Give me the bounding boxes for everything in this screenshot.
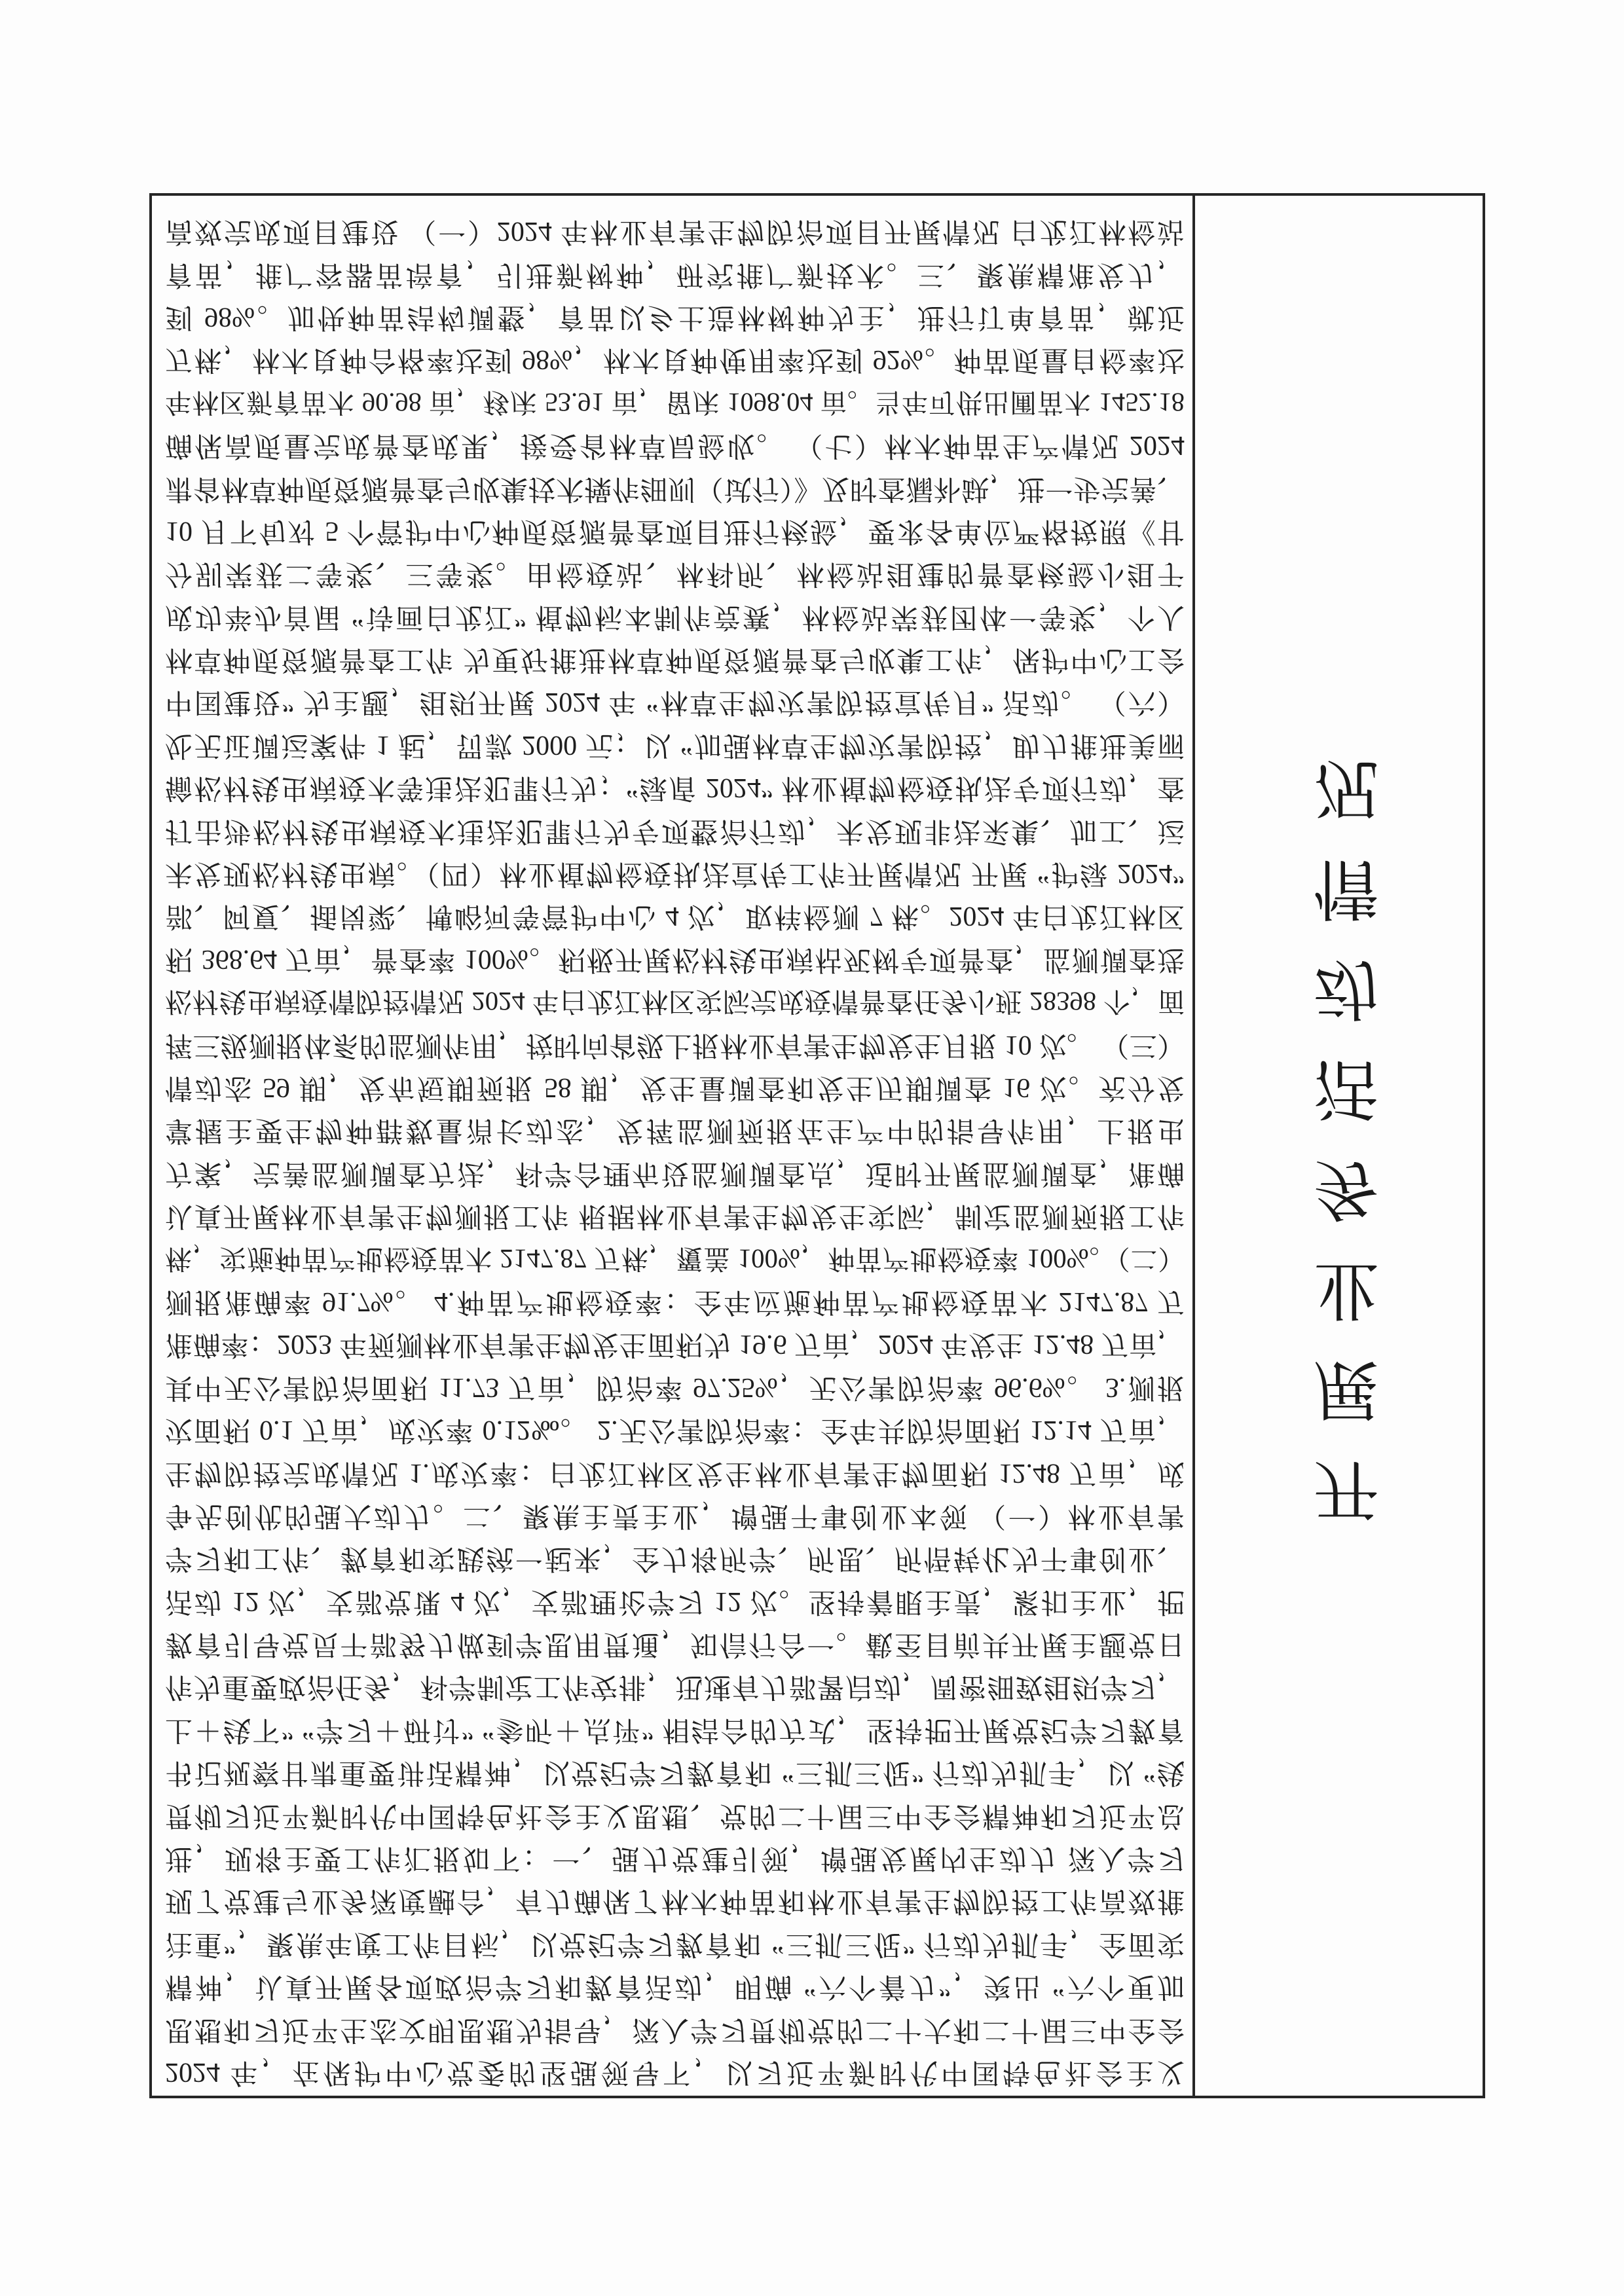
body-text-line: 成功举办首届 “诗画白龙江” 植物标本制作竞赛，林检站荣获团体一等奖，个人 xyxy=(165,601,1185,632)
body-text-line: 肃省林草种质资源普查与收集技术操作细则（试行）》及时查漏补缺，进一步完善、 xyxy=(165,473,1185,503)
body-text-line: 进，现将主要工作汇报如下：一、强力党建引领，增强发展内生动力 深入学习 xyxy=(165,1843,1185,1874)
body-text-line: 注重”，聚焦年度工作目标，以党纪学习教育和 “三抓三促” 行动为抓手，全面实 xyxy=(165,1928,1185,1959)
body-text-line: 教育引导党员干部努力做到学思用贯通，知信行合一。截至目前共开展主题党日 xyxy=(165,1629,1185,1660)
body-text-line: 争先创优的强大动力。二、聚焦主责主业，增强干事创业本领 （一）林业有害 xyxy=(165,1500,1185,1531)
body-text-line: 活动 12 次，支部党课 4 次，支部理论学习 12 次。坚持着眼主责，紧扣主业，把 xyxy=(165,1586,1185,1616)
body-text-line: 2024 年，在保护中心党委的坚强领导下，以习近平新时代中国特色社会主义 xyxy=(165,2057,1185,2087)
body-text-line: 情动态 59 期，发布短期预报 58 期，发生量调查和发生历期调查 16 次。充分发 xyxy=(165,1072,1185,1103)
body-text-line: 确保高质量完成普查成果，接受省林草局验收。 （七）林木种苗生产情况 2024 xyxy=(165,430,1185,461)
body-text-line: 上＋线下” “学习＋研讨” “参听＋点评” 相结合的方式，坚持把开展党纪学习教育 xyxy=(165,1714,1185,1745)
body-text-line: 认真开展林业有害生物测报工作 根据林业有害生物发生实际，制定监测预报工作 xyxy=(165,1201,1185,1231)
body-text-line: 准确率：2023 年预测林业有害生物发生面积为 19.6 万亩，2024 年发生 12.48 万亩， xyxy=(165,1329,1185,1360)
body-text-line: 学习和工作、教育和实践统一起来，全力将所学、所思、所悟转化为干事创业、 xyxy=(165,1543,1185,1574)
body-text-line: 未发现松材线虫病。（四）林业植物检疫执法宣传工作开展情况 开展 “护绿 2024” xyxy=(165,858,1185,889)
body-text-line: 松材线虫病疫情防控情况 2024 年白龙江林区实际完成疫情普查任务小班 28398 个，面 xyxy=(165,987,1185,1017)
body-text-line: 掌握主要生物种群数量消长动态，发挥监测预报在生产中的指导作用，上报虫 xyxy=(165,1115,1185,1146)
body-text-line: 10 月下旬对 5 个管护中心种质资源普查项目进行核验，要求各单位严格按照《甘 xyxy=(165,515,1185,546)
body-text-line: 到 98%。加快种苗结构调整，育苗以乡土造林树种为主，进行订单育苗，就近 xyxy=(165,301,1185,332)
body-text-line: 精神，认真开展各项政治学习和教育活动，明确 “六个着力”，突出 “六个更加 xyxy=(165,1971,1185,2002)
body-text-line: 株，实施种苗产地检疫苗木 2147.87 万株，覆盖 100%，种苗产地检疫率 100%。（二） xyxy=(165,1243,1185,1273)
body-text-line: 处无证调运案件 1 起，罚款 2000 元；以 “加强林草生物灾害防控，助力推进美丽 xyxy=(165,729,1185,760)
body-text-line: 林草种质资源普查工作 为更好推进林草种质资源普查与收集工作，保护中心工会 xyxy=(165,644,1185,675)
body-text-line: 挥三级测报体系的监测作用，按时向省级上报林业有害生物发生月报 10 次。 （三） xyxy=(165,1029,1185,1060)
body-text-line: 部、阿夏、插岗梁、博峪河等管护中心 4 次，取样检测 7 株。2024 年白龙江林区 xyxy=(165,901,1185,932)
body-text-line: 贯彻习近平新时代中国特色社会主义思想、党的二十届三中全会精神和习近平总 xyxy=(165,1800,1185,1831)
body-text-line: 输松材线虫病疫木等违法犯罪行为；“绿盾 2024” 林业植物检疫执法专项行动，查 xyxy=(165,773,1185,803)
section-label-cell xyxy=(1195,196,1485,2096)
body-text-cell xyxy=(165,201,1185,2093)
body-text-line: 测报准确率 91.7%。 4.种苗产地检疫率：全年应施种苗产地检疫苗木 2147.87 万 xyxy=(165,1286,1185,1317)
report-table xyxy=(149,193,1485,2098)
body-text-line: 打击涉松材线虫病疫木违法犯罪行为专项整治行动，未发现非法采集、加工、运 xyxy=(165,815,1185,846)
body-text-line: 中国建设” 为主题，组织开展 2024 年 “林草生物灾害防控宣传月” 活动。 （六） xyxy=(165,687,1185,718)
body-text-line: 高效完成项目建设 （一）2024 年林业有害生物防治项目开展情况 白龙江林检站 xyxy=(165,216,1185,247)
body-text-line: 现了党建与业务深度融合，有力确保了林木种苗和林业有害生物防控工作高效推 xyxy=(165,1886,1185,1916)
body-text-line: 方案，完善监测调查方法，科学合理布设监测调查点，适时开展监测调查，准确 xyxy=(165,1157,1185,1188)
section-label: 开展业务活动情况 xyxy=(1302,723,1379,1525)
body-text-line: 分别荣获二等奖、三等奖。由检疫站、林科所、林检站组建的普查核验小组于 xyxy=(165,558,1185,589)
body-text-line: 育苗，推广容器苗培育，引进新树种，研究推广新技术。三、聚焦精准发力， xyxy=(165,259,1185,289)
body-text-line: 其中无公害防治面积 11.73 万亩，防治率 97.25%，无公害防治率 96.6%。 3.测报 xyxy=(165,1372,1185,1402)
body-text-line: 生物防控完成情况 1.成灾率：白龙江林区发生林业有害生物面积 12.48 万亩，成 xyxy=(165,1457,1185,1488)
body-text-line: 年林区新育苗木 90.98 亩，移床 53.91 亩，留床 1098.04 亩。当年可供出圃苗木 1452.18 xyxy=(165,387,1185,417)
body-text-line: 万株，林木良种合格率达到 98%，林木良种使用率达到 92%。种苗质量自检率达 xyxy=(165,344,1185,375)
body-text-line: 书记视察甘肃重要讲话精神，以党纪学习教育和 “三抓三促” 行动为抓手，以 “线 xyxy=(165,1757,1185,1788)
body-text-line: 思想和习近平生态文明思想为指导，深入学习贯彻党的二十大和二十届三中全会 xyxy=(165,2014,1185,2045)
body-text-line: 灾面积 0.1 万亩，成灾率 0.12‰。 2.无公害防治率：全年共防治面积 12.14 万亩， xyxy=(165,1415,1185,1446)
body-text-line: 作为重要政治任务，科学制定工作安排，迅速有力部署启动，周密细致组织学习， xyxy=(165,1671,1185,1702)
body-text-line: 积 368.64 万亩，普查率 100%。积极开展松材线虫病枯死树专项普查，监测调查迭 xyxy=(165,943,1185,974)
